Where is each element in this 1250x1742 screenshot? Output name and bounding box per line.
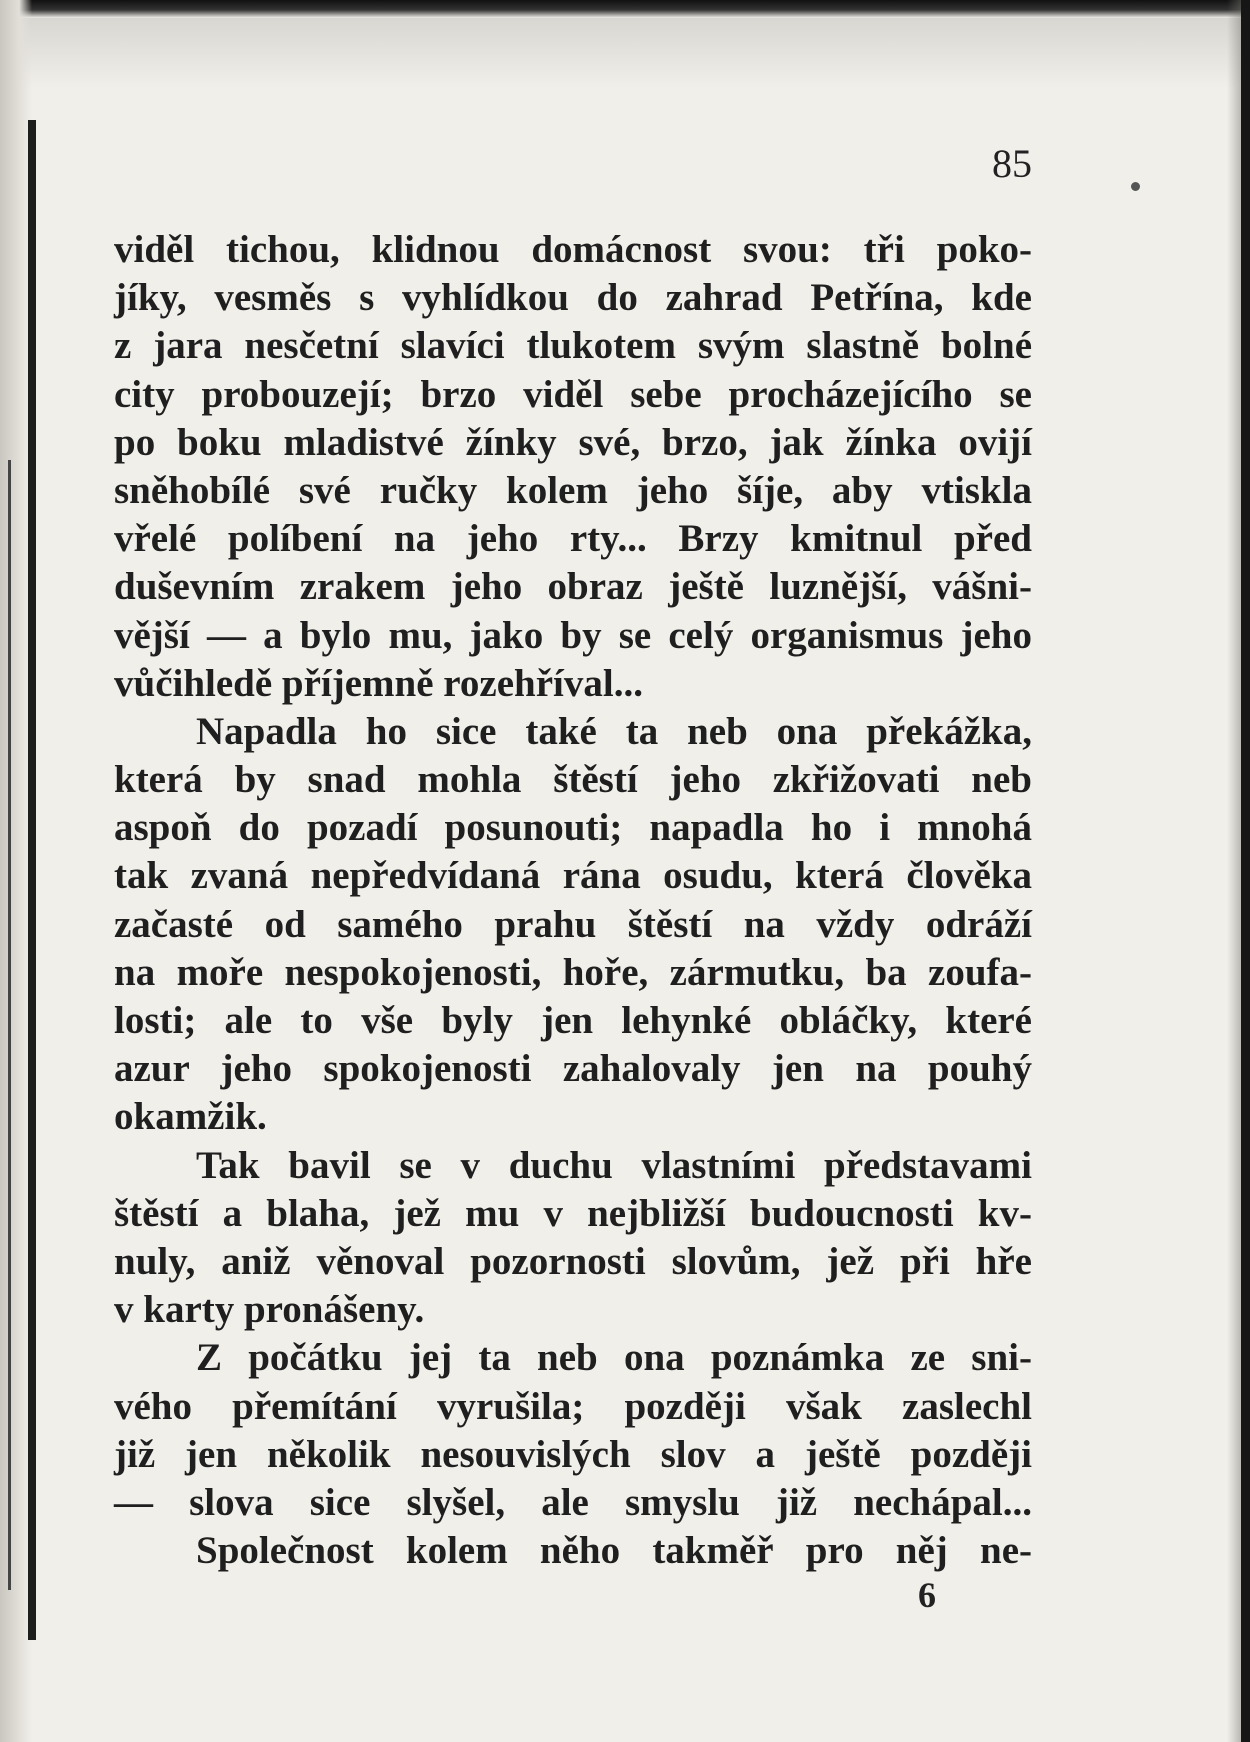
text-line: Společnost kolem něho takměř pro něj ne- [196, 1529, 1032, 1573]
ink-spot [1131, 182, 1140, 191]
scan-top-shadow [0, 0, 1250, 18]
text-line: Napadla ho sice také ta neb ona překážka, [196, 709, 1032, 753]
text-line: azur jeho spokojenosti zahalovaly jen na pouhý [114, 1047, 1032, 1091]
text-line: — slova sice slyšel, ale smyslu již nechápal... [114, 1480, 1032, 1524]
text-line: okamžik. [114, 1095, 267, 1139]
text-line: viděl tichou, klidnou domácnost svou: tři poko- [114, 228, 1032, 271]
text-line: začasté od samého prahu štěstí na vždy odráží [114, 902, 1032, 946]
text-line: aspoň do pozadí posunouti; napadla ho i mnohá [114, 806, 1032, 850]
body-text [114, 226, 1032, 1575]
text-line: na moře nespokojenosti, hoře, zármutku, ba zoufa- [114, 950, 1032, 994]
text-line: štěstí a blaha, jež mu v nejbližší budoucnosti kv- [114, 1191, 1032, 1235]
text-line: Tak bavil se v duchu vlastními představami [196, 1143, 1032, 1187]
page-edge-shade [1227, 0, 1241, 1742]
binding-edge-thin [8, 460, 11, 1590]
text-line: po boku mladistvé žínky své, brzo, jak žínka ovijí [114, 420, 1032, 464]
text-line: v karty pronášeny. [114, 1288, 425, 1332]
text-line: tak zvaná nepředvídaná rána osudu, která člověka [114, 854, 1032, 898]
text-line: Z počátku jej ta neb ona poznámka ze sni- [196, 1336, 1032, 1380]
text-line: vřelé políbení na jeho rty... Brzy kmitnul před [114, 517, 1032, 561]
text-line: city probouzejí; brzo viděl sebe procházejícího se [114, 372, 1032, 416]
text-line: vější — a bylo mu, jako by se celý organismus jeho [114, 613, 1032, 657]
text-line: sněhobílé své ručky kolem jeho šíje, aby vtiskla [114, 468, 1032, 512]
text-line: duševním zrakem jeho obraz ještě luznější, vášni- [114, 565, 1032, 609]
signature-mark: 6 [918, 1575, 936, 1615]
scan-top-fade [0, 18, 1250, 88]
text-line: jíky, vesměs s vyhlídkou do zahrad Petřína, kde [114, 276, 1032, 320]
text-line: která by snad mohla štěstí jeho zkřižovati neb [114, 758, 1032, 802]
binding-edge [28, 120, 36, 1640]
text-line: vého přemítání vyrušila; později však zaslechl [114, 1384, 1032, 1428]
page-number: 85 [992, 141, 1032, 186]
page-edge [1241, 0, 1250, 1742]
text-line: již jen několik nesouvislých slov a ještě později [114, 1432, 1032, 1476]
text-line: z jara nesčetní slavíci tlukotem svým slastně bolné [114, 324, 1032, 368]
text-line: vůčihledě příjemně rozehříval... [114, 661, 643, 705]
text-line: nuly, aniž věnoval pozornosti slovům, jež při hře [114, 1239, 1032, 1283]
text-line: losti; ale to vše byly jen lehynké obláčky, které [114, 999, 1032, 1042]
